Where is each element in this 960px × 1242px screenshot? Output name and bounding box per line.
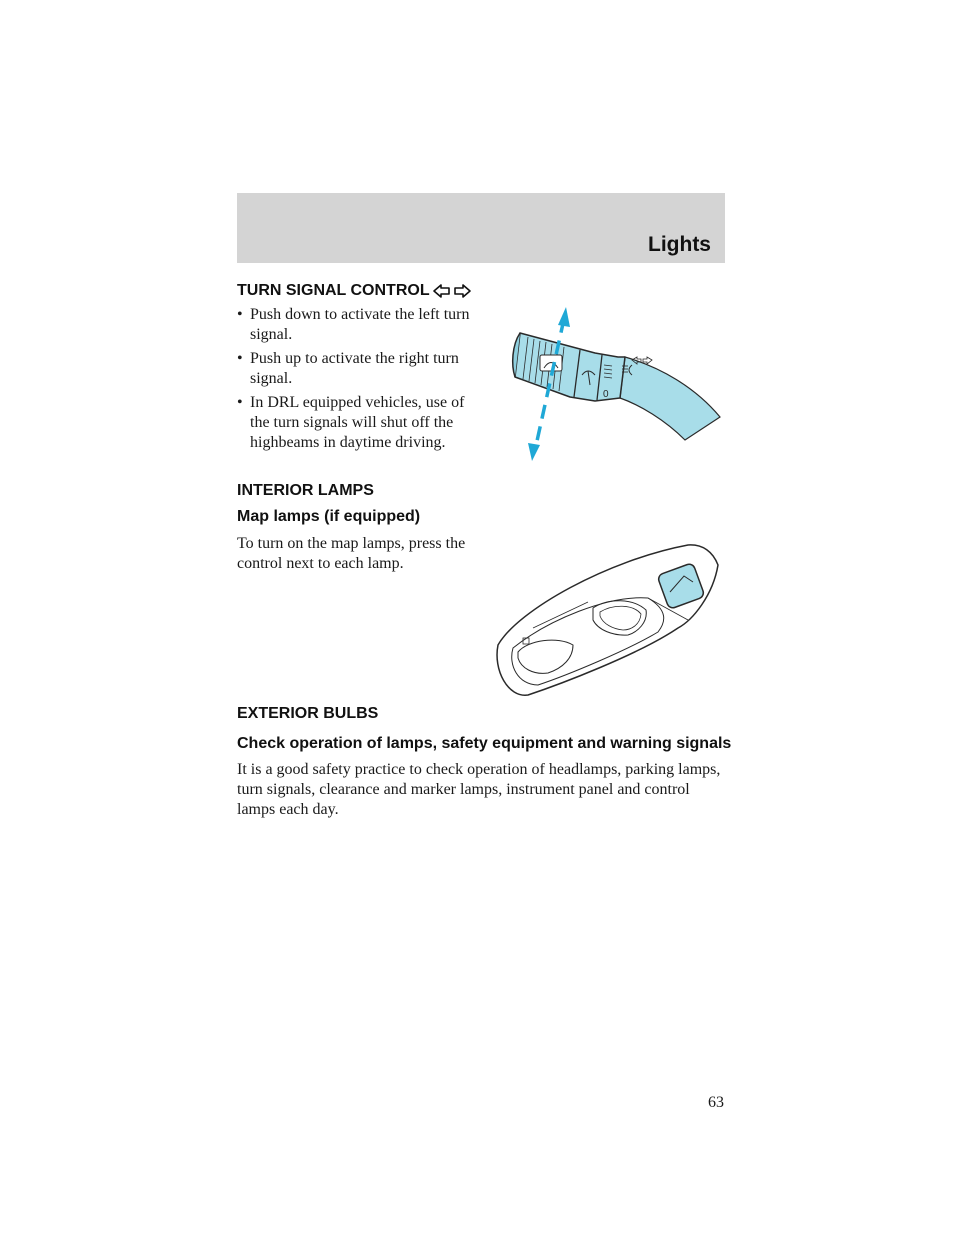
svg-text:0: 0 xyxy=(603,389,609,400)
exterior-bulbs-heading: EXTERIOR BULBS xyxy=(237,705,379,722)
map-lamps-subheading: Map lamps (if equipped) xyxy=(237,508,421,525)
turn-signal-arrows-icon xyxy=(432,283,472,299)
map-lamps-body: To turn on the map lamps, press the control next to each lamp. xyxy=(237,535,466,572)
list-item: • In DRL equipped vehicles, use of the turn signals will shut off the highbeams in daytime driving. xyxy=(237,394,465,451)
section-header-bar xyxy=(237,193,725,263)
turn-signal-bullet-list xyxy=(237,305,487,457)
page-number: 63 xyxy=(708,1094,724,1111)
check-operation-body: It is a good safety practice to check operation of headlamps, parking lamps, turn signals, clearance and marker lamps, instrument panel and control lamps each day. xyxy=(237,761,721,818)
check-operation-subheading: Check operation of lamps, safety equipment and warning signals xyxy=(237,735,732,752)
map-lamp-console-figure xyxy=(488,540,725,700)
list-item: • Push down to activate the left turn signal. xyxy=(237,306,470,343)
turn-signal-heading xyxy=(237,282,472,300)
turn-signal-heading-text: TURN SIGNAL CONTROL xyxy=(237,282,430,299)
turn-signal-stalk-figure xyxy=(500,305,725,465)
section-title: Lights xyxy=(648,233,711,256)
list-item: • Push up to activate the right turn signal. xyxy=(237,350,459,387)
interior-lamps-heading: INTERIOR LAMPS xyxy=(237,482,374,499)
